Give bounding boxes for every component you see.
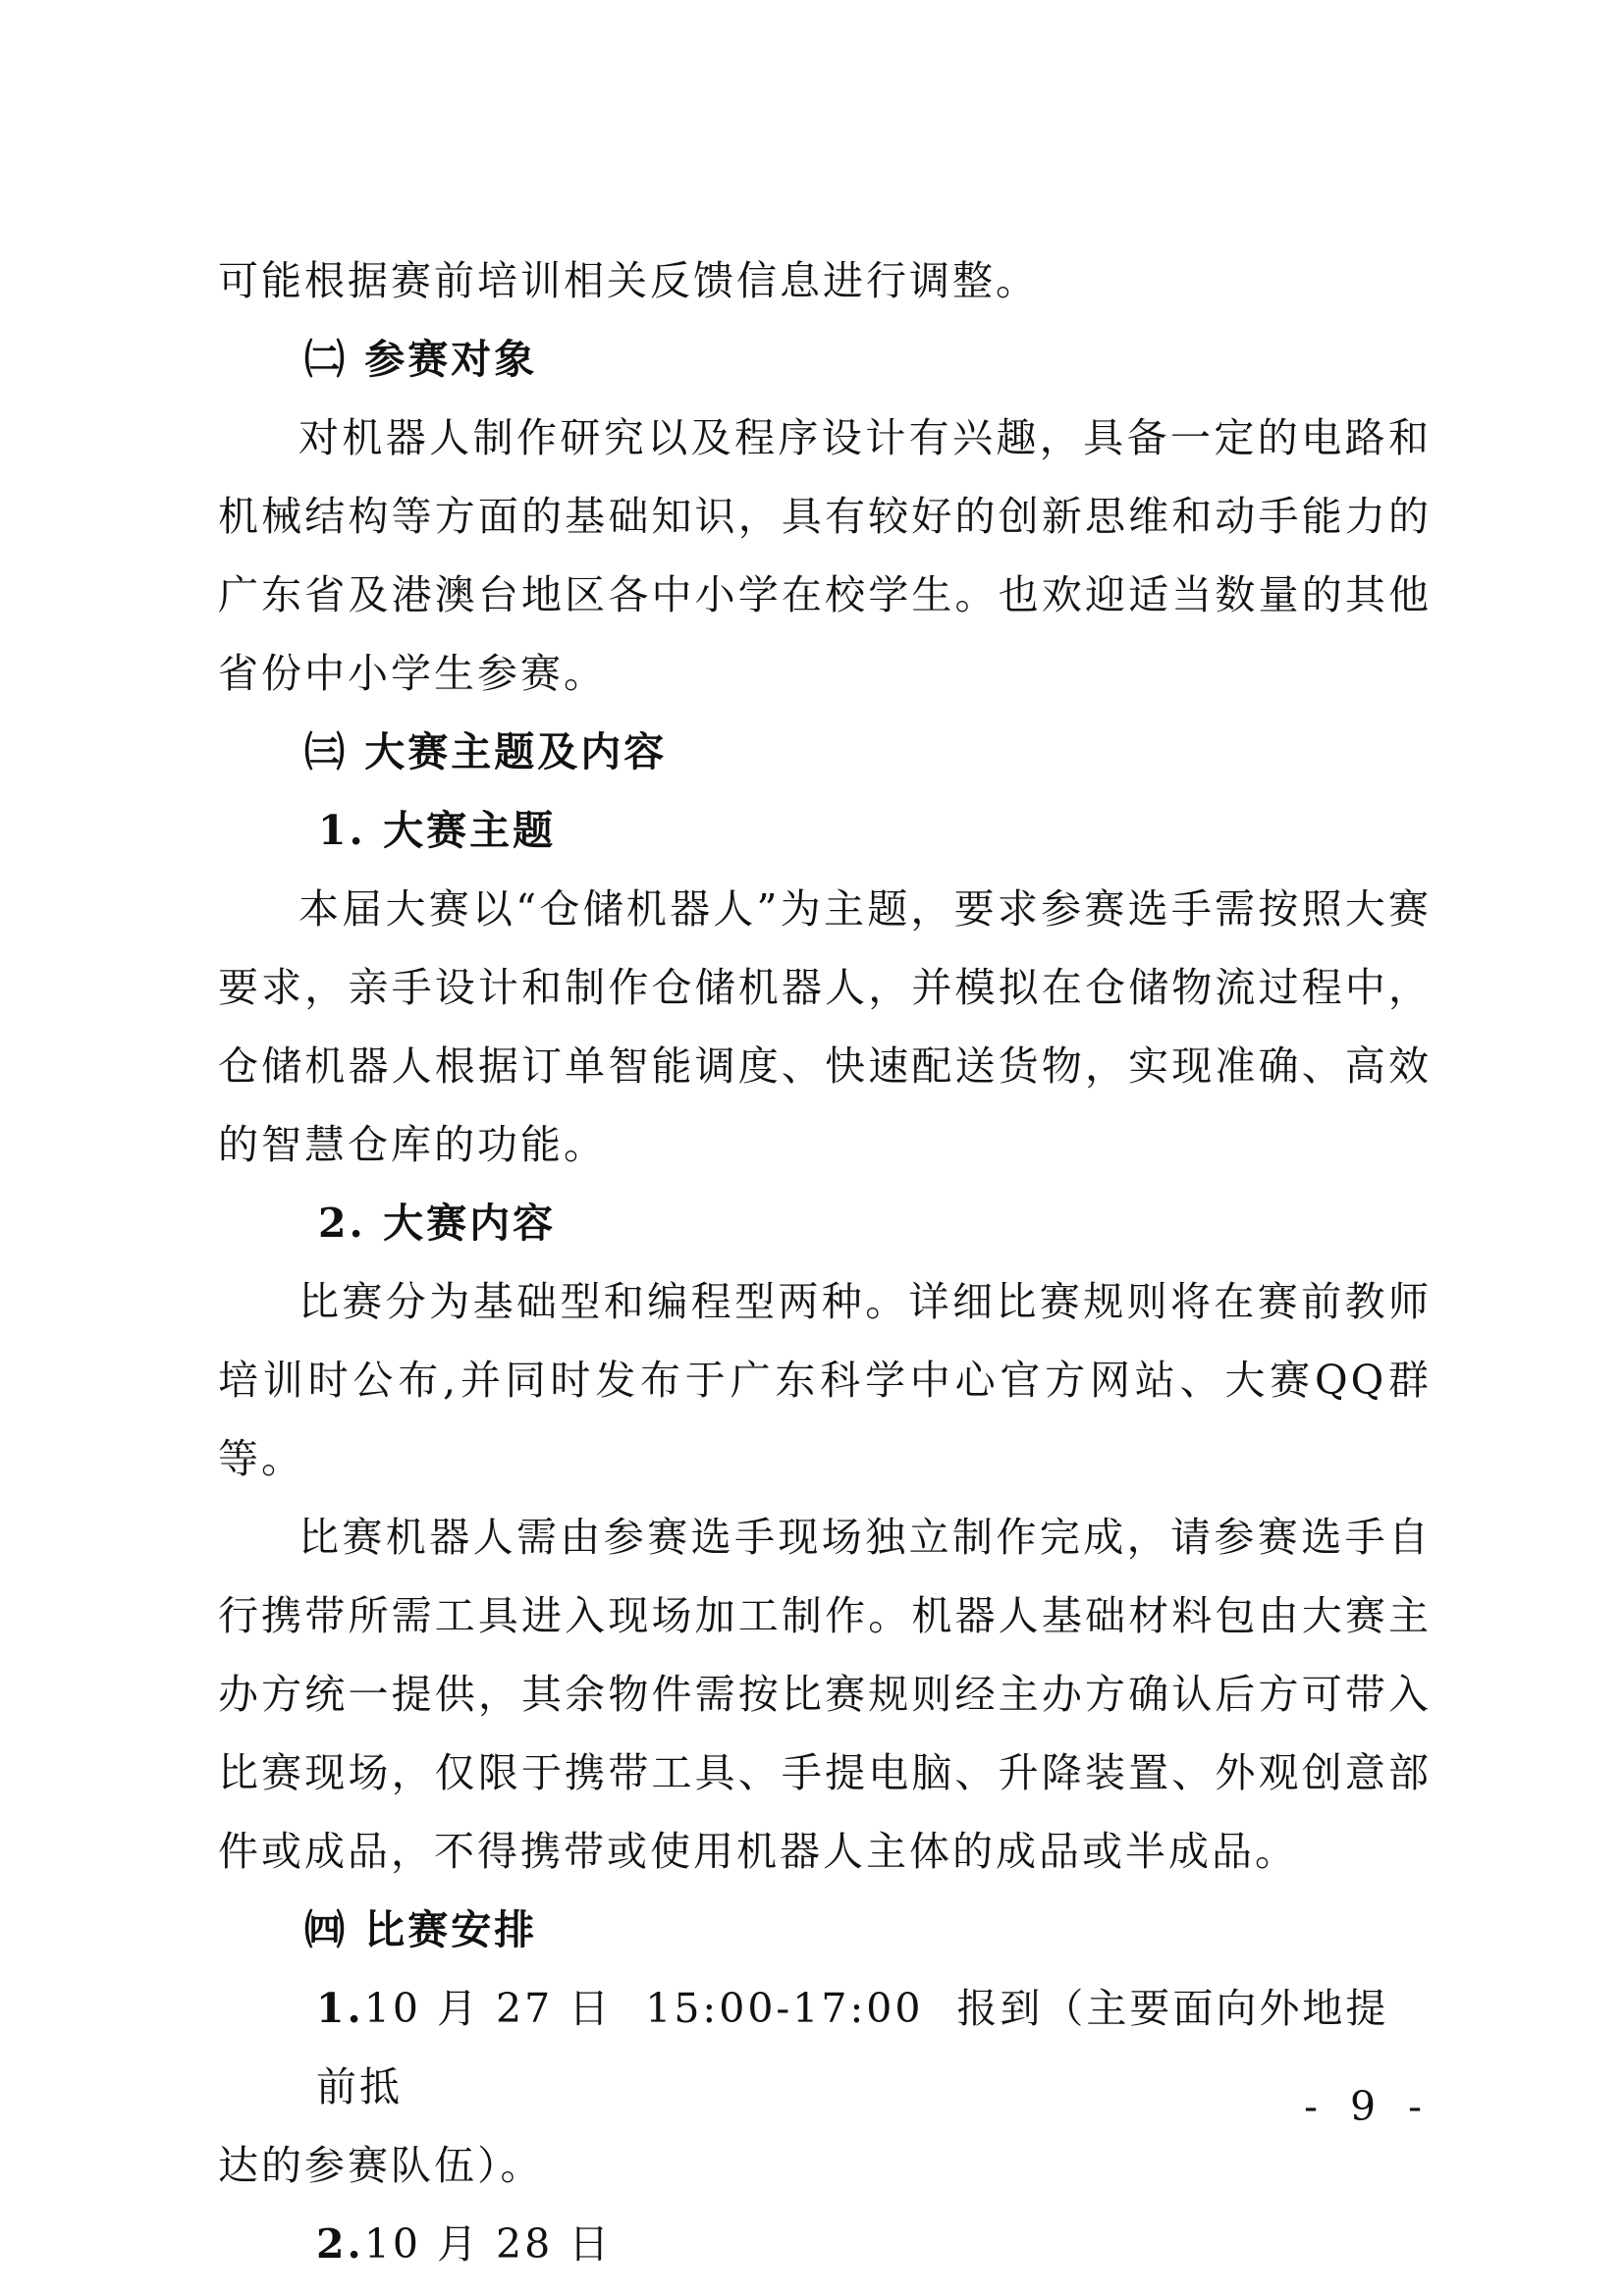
section-heading-schedule: ㈣ 比赛安排 [304, 1906, 538, 1953]
continuation-paragraph: 可能根据赛前培训相关反馈信息进行调整。 [218, 257, 1039, 304]
schedule-item-1-desc: 报到（主要面向外地提前抵 [316, 1985, 1389, 2110]
theme-paragraph: 本届大赛以“仓储机器人”为主题，要求参赛选手需按照大赛要求，亲手设计和制作仓储机器人，并模拟在仓储物流过程中，仓储机器人根据订单智能调度、快速配送货物，实现准确、高效的智慧仓库的功能。 [218, 885, 1432, 1168]
document-page [218, 241, 1432, 2283]
schedule-item-2-number: 2. [316, 2220, 364, 2268]
page-number: - 9 - [1304, 2083, 1432, 2130]
content-paragraph-1: 比赛分为基础型和编程型两种。详细比赛规则将在赛前教师培训时公布,并同时发布于广东科学中心官方网站、大赛QQ群等。 [218, 1278, 1432, 1482]
schedule-item-1 [218, 1969, 1432, 2126]
subheading-content: 2. 大赛内容 [318, 1200, 557, 1247]
schedule-item-1-number: 1. [316, 1985, 364, 2032]
schedule-item-2 [218, 2205, 1432, 2283]
participants-paragraph: 对机器人制作研究以及程序设计有兴趣，具备一定的电路和机械结构等方面的基础知识，具有较好的创新思维和动手能力的广东省及港澳台地区各中小学在校学生。也欢迎适当数量的其他省份中小学生参赛。 [218, 414, 1432, 697]
content-paragraph-2: 比赛机器人需由参赛选手现场独立制作完成，请参赛选手自行携带所需工具进入现场加工制作。机器人基础材料包由大赛主办方统一提供，其余物件需按比赛规则经主办方确认后方可带入比赛现场，仅限于携带工具、手提电脑、升降装置、外观创意部件或成品，不得携带或使用机器人主体的成品或半成品。 [218, 1514, 1432, 1875]
section-heading-participants: ㈡ 参赛对象 [304, 336, 538, 383]
schedule-item-2-date: 10 月 28 日 [363, 2220, 613, 2268]
section-heading-theme-content: ㈢ 大赛主题及内容 [304, 728, 668, 775]
schedule-item-1-time: 15:00-17:00 [645, 1985, 924, 2032]
schedule-item-1-continuation: 达的参赛队伍）。 [218, 2142, 544, 2189]
subheading-theme: 1. 大赛主题 [318, 807, 557, 854]
schedule-item-1-date: 10 月 27 日 [363, 1985, 613, 2032]
